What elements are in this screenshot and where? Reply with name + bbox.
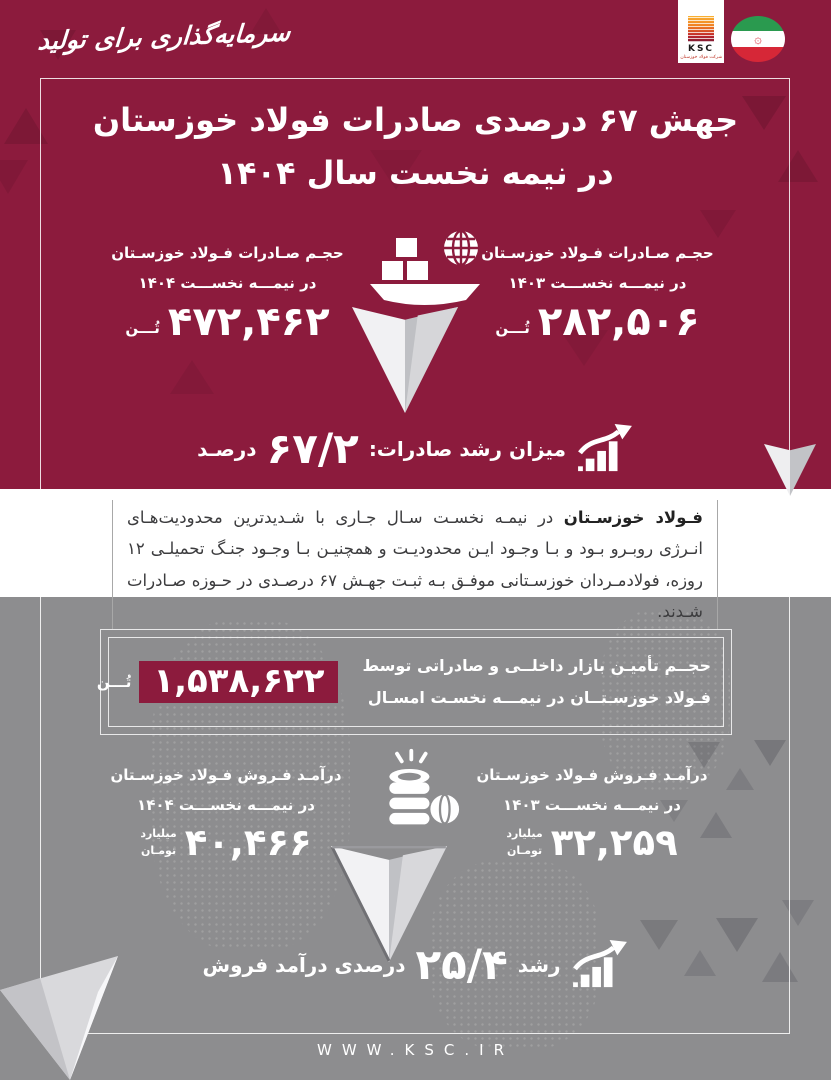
ksc-logo [678,0,724,63]
stat-label: در نیمـــه نخســـت ۱۴۰۳ [508,274,687,292]
revenue-value-1403: ۳۲,۲۵۹ [550,821,678,864]
stat-label: در نیمـــه نخســـت ۱۴۰۳ [503,796,681,814]
export-value-1403: ۲۸۲,۵۰۶ [537,299,700,345]
stat-label: درآمـد فـروش فـولاد خوزسـتان [110,766,342,784]
ksc-logo-company: شرکت فولاد خوزستان [680,54,722,60]
coins-icon [375,748,461,832]
unit-line: میلیارد [140,827,177,840]
revenue-value-1404: ۴۰,۴۶۶ [184,821,312,864]
supply-value-highlight [139,661,338,703]
triangle-decoration [170,360,214,394]
export-stat-1403 [470,238,725,345]
unit-line: تومـان [506,843,543,857]
export-growth-row [0,424,831,474]
supply-box-inner [96,637,724,727]
triangle-decoration [778,150,818,182]
stat-label: در نیمـــه نخســـت ۱۴۰۴ [137,796,315,814]
iran-emblem-icon: ۞ [754,32,762,47]
supply-label-line2: فـولاد خوزسـتــان در نیمـــه نخسـت امسـال [367,688,711,707]
slogan-calligraphy: سرمایه‌گذاری برای تولید [36,17,292,56]
growth-chart-icon [576,424,634,474]
unit-line: تومـان [140,843,177,857]
supply-value: ۱,۵۳۸,۶۲۲ [153,661,325,701]
ksc-logo-stripes-icon [688,16,714,42]
unit-billion-toman [506,826,542,859]
stat-label: حجـم صـادرات فـولاد خوزسـتان [111,244,344,262]
triangle-decoration [754,740,786,766]
unit-billion-toman [140,826,176,859]
down-arrow-3d-icon [352,306,458,414]
title-line2: در نیمه نخست سال ۱۴۰۴ [217,153,614,192]
paragraph-body: در نیمـه نخسـت سـال جـاری با شـدیدترین محدودیت‌هـای انـرژی روبـرو بـود و بـا وجـود ایـن محدودیـت و همچنیـن بـا وجـود جنـگ تحمیلـی ۱۲ روزه، فولادمـردان خوزسـتانی موفـق بـه ثبـت جهـش ۶۷ درصـدی در حـوزه صـادرات شـدند. [127,508,703,622]
summary-paragraph [112,500,718,629]
cargo-ship-globe-icon [368,226,486,312]
triangle-decoration [4,108,48,144]
unit-ton: تُـــن [96,673,132,691]
corner-arrow-3d-icon [0,932,135,1080]
export-growth-unit: درصـد [197,437,257,461]
unit-line: میلیارد [506,827,543,840]
export-growth-value: ۶۷/۲ [266,424,359,473]
export-growth-label: میزان رشد صادرات: [368,437,566,461]
unit-ton: تُـــن [495,319,530,337]
supply-box [96,629,732,735]
stat-label: درآمـد فـروش فـولاد خوزسـتان [476,766,708,784]
revenue-stat-1404 [96,760,356,864]
footer-url: WWW.KSC.IR [317,1041,514,1059]
page-title [55,94,776,200]
triangle-decoration [700,210,736,238]
unit-ton: تُـــن [125,319,160,337]
stat-label: حجـم صـادرات فـولاد خوزسـتان [481,244,714,262]
export-value-1404: ۴۷۲,۴۶۲ [167,299,330,345]
revenue-growth-value: ۲۵/۴ [415,940,508,989]
triangle-decoration [0,160,28,194]
supply-label-line1: حجــم تأمیـن بازار داخلــی و صادراتی توسط [362,656,711,675]
paragraph-lead: فـولاد خوزسـتان [563,508,703,527]
growth-chart-icon [571,940,629,990]
ksc-logo-acronym: KSC [687,44,715,54]
revenue-growth-suffix: درصدی درآمد فروش [202,953,406,977]
revenue-growth-prefix: رشد [517,953,561,977]
revenue-stat-1403 [462,760,722,864]
stat-label: در نیمـــه نخســـت ۱۴۰۴ [138,274,317,292]
down-arrow-3d-icon-small [762,444,818,496]
triangle-decoration [782,900,814,926]
triangle-decoration [726,768,754,790]
title-line1: جهش ۶۷ درصدی صادرات فولاد خوزستان [92,101,739,139]
iran-flag-icon [731,16,785,62]
export-stat-1404 [100,238,355,345]
